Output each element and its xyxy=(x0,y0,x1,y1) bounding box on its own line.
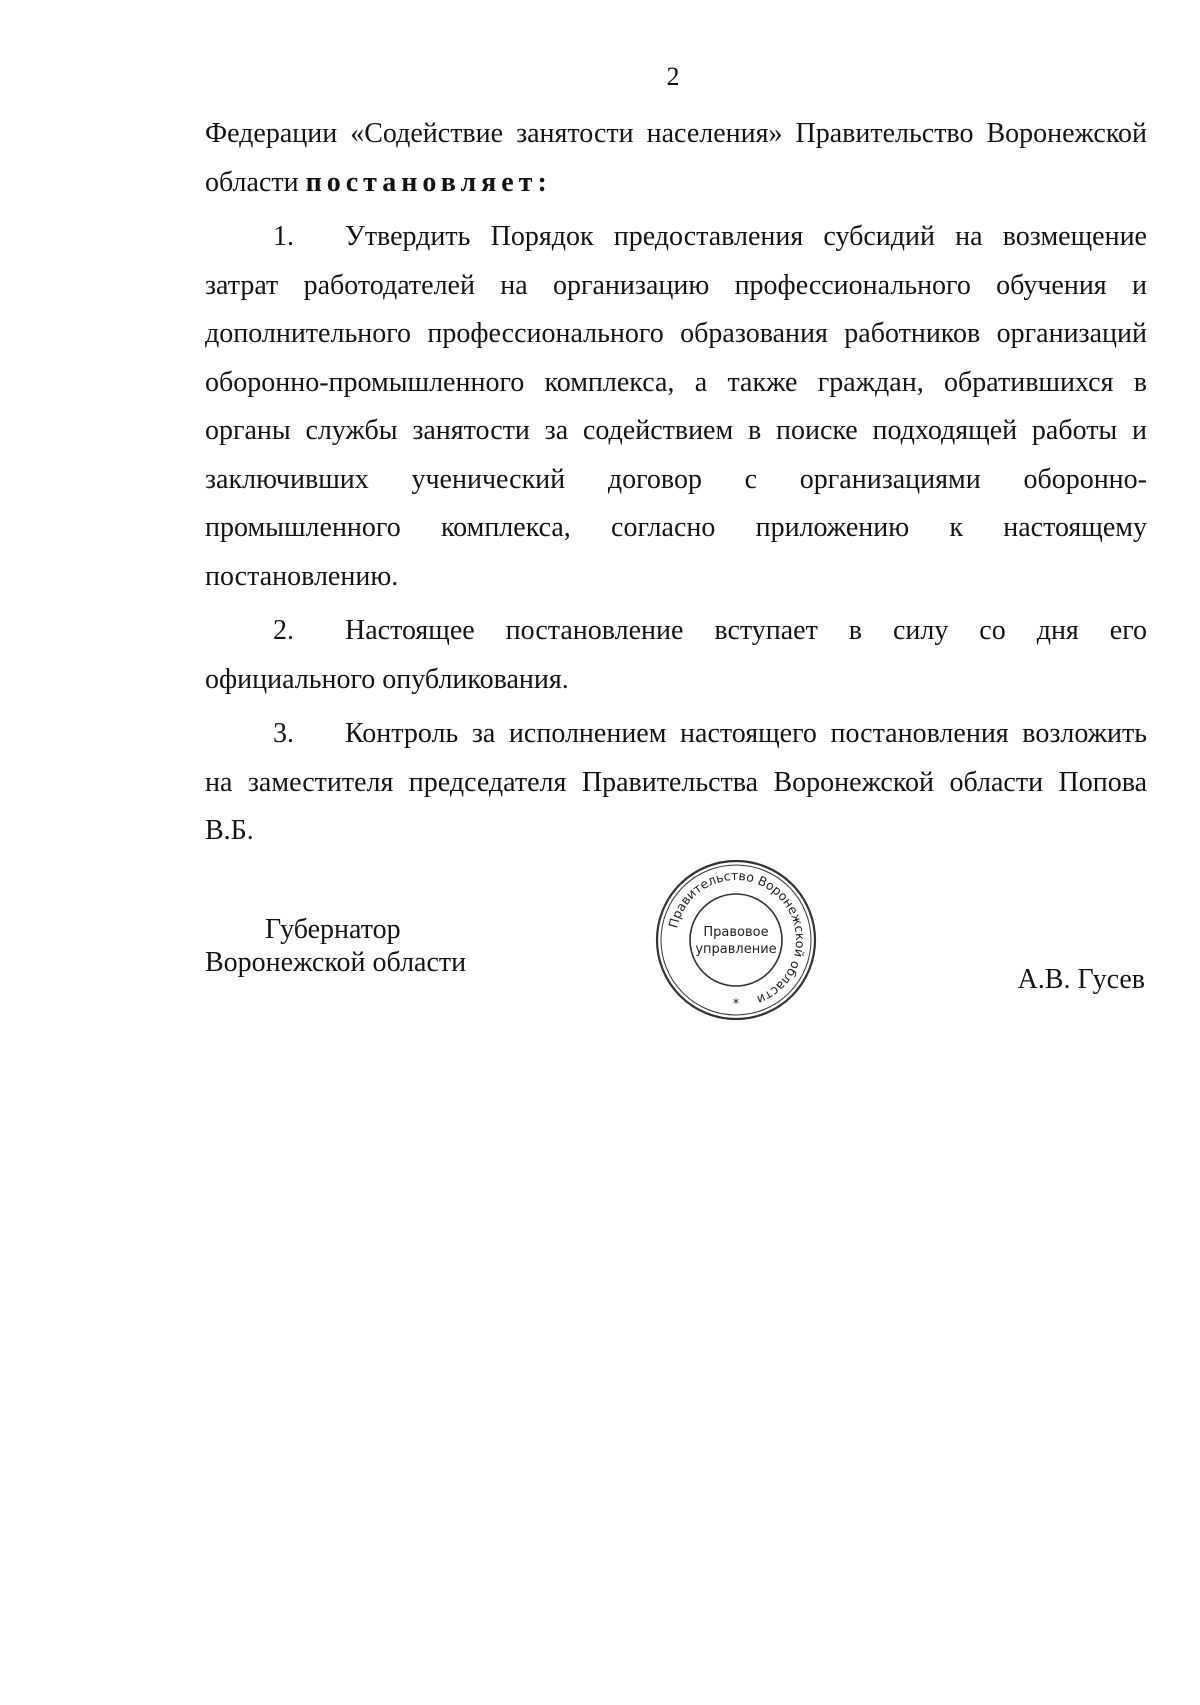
paragraph-text: Контроль за исполнением настоящего постановления возложить на заместителя председателя Правительства Воронежской области Попова В.Б. xyxy=(205,718,1147,846)
paragraph-text: Настоящее постановление вступает в силу со дня его официального опубликования. xyxy=(205,615,1147,695)
page-number: 2 xyxy=(666,62,680,91)
position-line-2: Воронежской области xyxy=(205,947,467,978)
paragraph-3 xyxy=(205,710,1147,856)
stamp-star: * xyxy=(732,997,740,1012)
paragraph-2 xyxy=(205,607,1147,704)
document-body xyxy=(205,110,1147,856)
stamp-inner-line-1: Правовое xyxy=(703,925,769,940)
position-line-1: Губернатор xyxy=(265,914,401,945)
signatory-name: А.В. Гусев xyxy=(1017,964,1145,995)
paragraph-number: 3. xyxy=(273,718,294,749)
stamp-inner-line-2: управление xyxy=(695,942,777,957)
paragraph-1 xyxy=(205,213,1147,601)
official-stamp xyxy=(654,858,818,1022)
paragraph-text: Утвердить Порядок предоставления субсидий на возмещение затрат работодателей на организацию профессионального обучения и дополнительного профессионального образования работников организаций оборонно-промышленного комплекса, а также граждан, обратившихся в органы службы занятости за содействием в поиске подходящей работы и заключивших ученический договор с организациями оборонно-промышленного комплекса, согласно приложению к настоящему постановлению. xyxy=(205,221,1147,592)
signatory-position xyxy=(205,913,466,979)
intro-text: Федерации «Содействие занятости населения» Правительство Воронежской области xyxy=(205,118,1147,198)
decree-word: постановляет: xyxy=(305,166,552,198)
stamp-outer-text: Правительство Воронежской области xyxy=(665,867,809,1008)
intro-paragraph xyxy=(205,110,1147,207)
paragraph-number: 1. xyxy=(273,221,294,252)
paragraph-number: 2. xyxy=(273,615,294,646)
